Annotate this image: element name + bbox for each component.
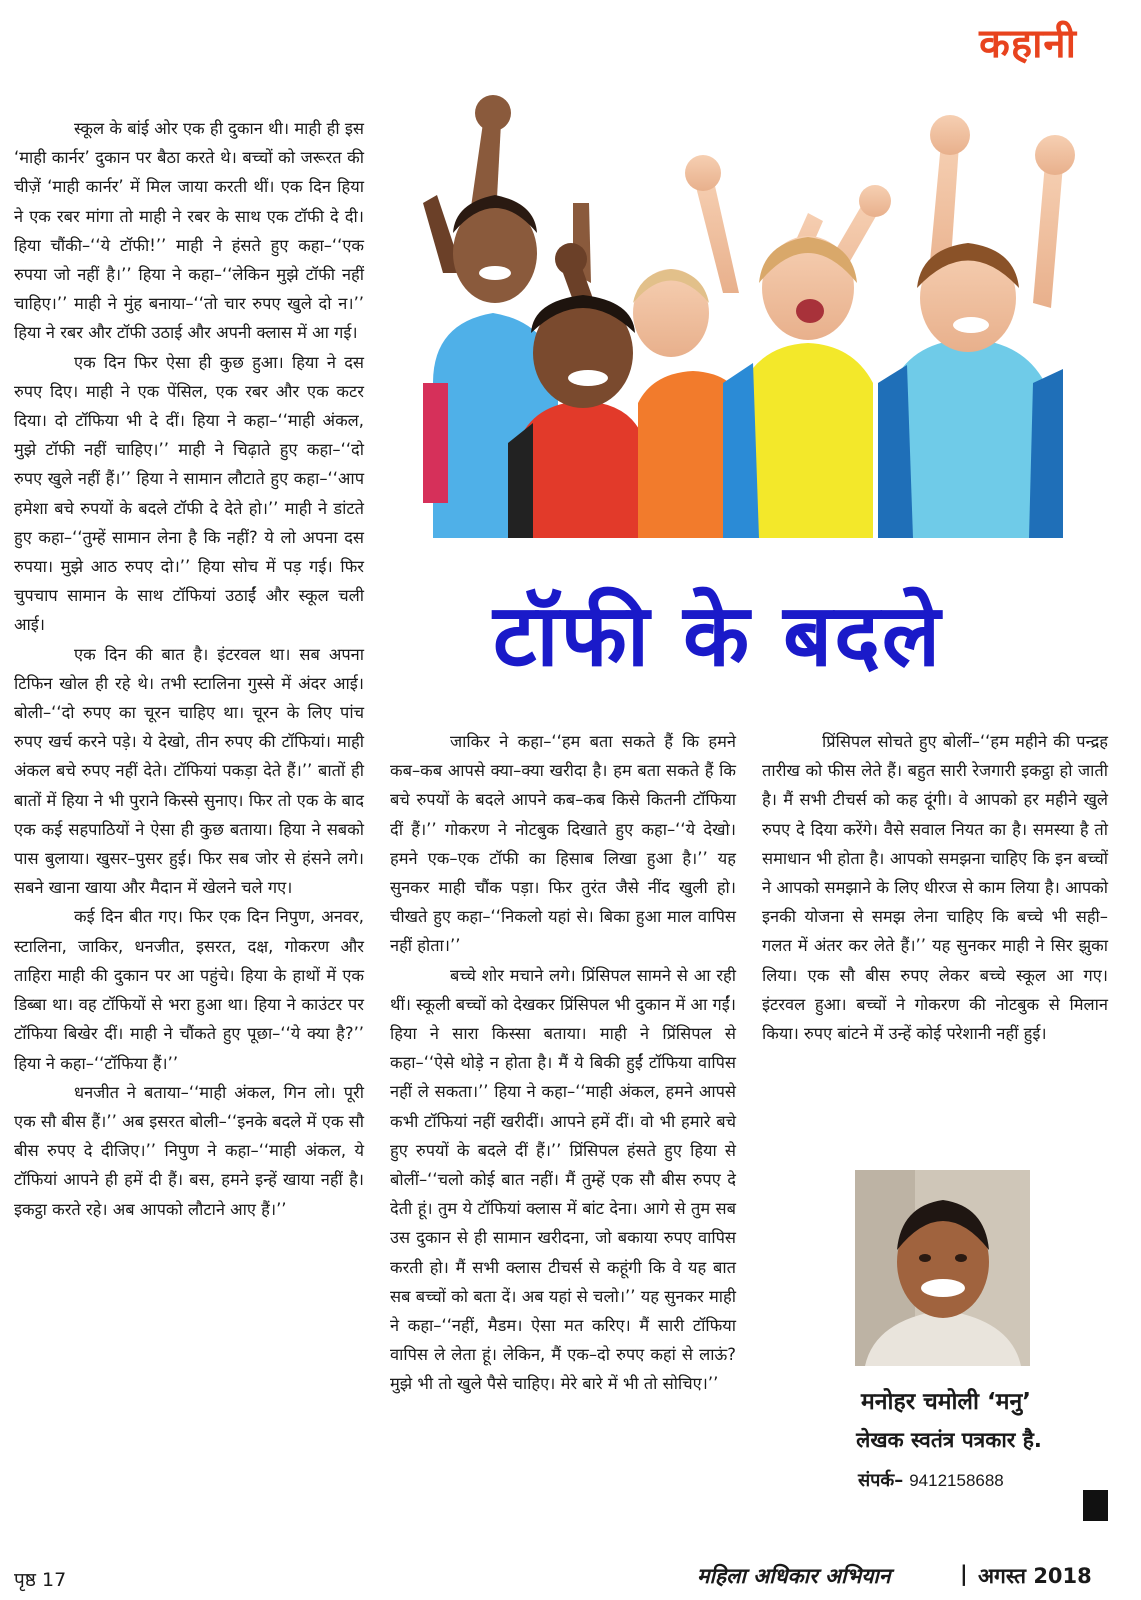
paragraph: एक दिन फिर ऐसा ही कुछ हुआ। हिया ने दस रुपए दिए। माही ने एक पेंसिल, एक रबर और एक कटर दिया। दो टॉफिया भी दे दीं। हिया ने कहा–‘‘माही अंकल, मुझे टॉफी नहीं चाहिए।’’ माही ने चिढ़ाते हुए कहा–‘‘दो रुपए खुले नहीं हैं।’’ हिया ने सामान लौटाते हुए कहा–‘‘आप हमेशा बचे रुपयों के बदले टॉफी दे देते हो।’’ माही ने डांटते हुए कहा–‘‘तुम्हें सामान लेना है कि नहीं? ये लो अपना दस रुपया। मुझे आठ रुपए दो।’’ हिया सोच में पड़ गई। फिर चुपचाप सामान के साथ टॉफियां उठाईं और स्कूल चली आई। [14, 352, 364, 635]
author-role: लेखक स्वतंत्र पत्रकार है. [856, 1428, 1042, 1452]
contact-number: 9412158688 [909, 1471, 1004, 1490]
paragraph: कई दिन बीत गए। फिर एक दिन निपुण, अनवर, स्टालिना, जाकिर, धनजीत, इसरत, दक्ष, गोकरण और ताहिरा माही की दुकान पर आ पहुंचे। हिया के हाथों में एक डिब्बा था। वह टॉफियों से भरा हुआ था। हिया ने काउंटर पर टॉफिया बिखेर दीं। माही ने चौंकते हुए पूछा–‘‘ये क्या है?’’ हिया ने कहा–‘‘टॉफिया हैं।’’ [14, 907, 364, 1073]
text-column-1 [14, 114, 364, 1224]
text-column-2 [390, 727, 736, 1399]
author-name: मनोहर चमोली ‘मनु’ [861, 1389, 1031, 1415]
children-photo [423, 83, 1102, 538]
section-label: कहानी [979, 21, 1077, 67]
paragraph: जाकिर ने कहा–‘‘हम बता सकते हैं कि हमने कब–कब आपसे क्या–क्या खरीदा है। हम बता सकते हैं कि बचे रुपयों के बदले आपने कब–कब किसे कितनी टॉफिया दीं हैं।’’ गोकरण ने नोटबुक दिखाते हुए कहा–‘‘ये देखो। हमने एक–एक टॉफी का हिसाब लिखा हुआ है।’’ यह सुनकर माही चौंक पड़ा। फिर तुरंत जैसे नींद खुली हो। चीखते हुए कहा–‘‘निकलो यहां से। बिका हुआ माल वापिस नहीं होता।’’ [390, 732, 736, 956]
paragraph: प्रिंसिपल सोचते हुए बोलीं–‘‘हम महीने की पन्द्रह तारीख को फीस लेते हैं। बहुत सारी रेजगारी इकट्ठा हो जाती है। मैं सभी टीचर्स को कह दूंगी। वे आपको हर महीने खुले रुपए दे दिया करेंगे। वैसे सवाल नियत का है। समस्या है तो समाधान भी होता है। आपको समझना चाहिए कि इन बच्चों ने आपको समझाने के लिए धीरज से काम लिया है। आपको इनकी योजना से समझ लेना चाहिए कि बच्चे भी सही–गलत में अंतर कर लेते हैं।’’ यह सुनकर माही ने सिर झुका लिया। एक सौ बीस रुपए लेकर बच्चे स्कूल आ गए। इंटरवल हुआ। बच्चों ने गोकरण की नोटबुक से मिलान किया। रुपए बांटने में उन्हें कोई परेशानी नहीं हुई। [762, 732, 1108, 1044]
paragraph: एक दिन की बात है। इंटरवल था। सब अपना टिफिन खोल ही रहे थे। तभी स्टालिना गुस्से में अंदर आई। बोली–‘‘दो रुपए का चूरन चाहिए था। चूरन के लिए पांच रुपए खर्च करने पड़े। ये देखो, तीन रुपए की टॉफियां। माही अंकल बचे रुपए नहीं देते। टॉफियां पकड़ा देते हैं।’’ बातों ही बातों में हिया ने भी पुराने किस्से सुनाए। फिर तो एक के बाद एक कई सहपाठियों ने ऐसा ही कुछ बताया। हिया ने सबको पास बुलाया। खुसर–पुसर हुई। फिर सब जोर से हंसने लगे। सबने खाना खाया और मैदान में खेलने चले गए। [14, 644, 364, 898]
children-illustration [423, 83, 1102, 538]
magazine-name: महिला अधिकार अभियान [697, 1564, 891, 1588]
author-portrait [855, 1170, 1030, 1366]
issue-date: अगस्त 2018 [978, 1564, 1092, 1588]
paragraph: बच्चे शोर मचाने लगे। प्रिंसिपल सामने से आ रही थीं। स्कूली बच्चों को देखकर प्रिंसिपल भी दुकान में आ गईं। हिया ने सारा किस्सा बताया। माही ने प्रिंसिपल से कहा–‘‘ऐसे थोड़े न होता है। मैं ये बिकी हुईं टॉफिया वापिस नहीं ले सकता।’’ हिया ने कहा–‘‘माही अंकल, हमने आपसे कभी टॉफियां नहीं खरीदीं। आपने हमें दीं। वो भी हमारे बचे हुए रुपयों के बदले दीं हैं।’’ प्रिंसिपल हंसते हुए हिया से बोलीं–‘‘चलो कोई बात नहीं। मैं तुम्हें एक सौ बीस रुपए दे देती हूं। तुम ये टॉफियां क्लास में बांट देना। आगे से तुम सब उस दुकान से ही सामान खरीदना, जो बकाया रुपए वापिस करती हो। मैं सभी क्लास टीचर्स से कहूंगी कि वे यह बात सब बच्चों को बता दें। अब यहां से चलो।’’ यह सुनकर माही ने कहा–‘‘नहीं, मैडम। ऐसा मत करिए। मैं सारी टॉफिया वापिस ले लेता हूं। लेकिन, मैं एक–दो रुपए कहां से लाऊं? मुझे भी तो खुले पैसे चाहिए। मेरे बारे में भी तो सोचिए।’’ [390, 965, 736, 1394]
contact-label: संपर्क– [858, 1470, 904, 1491]
page-number: पृष्ठ 17 [14, 1569, 67, 1591]
footer-separator: | [960, 1562, 968, 1586]
paragraph: धनजीत ने बताया–‘‘माही अंकल, गिन लो। पूरी एक सौ बीस हैं।’’ अब इसरत बोली–‘‘इनके बदले में एक सौ बीस रुपए दे दीजिए।’’ निपुण ने कहा–‘‘माही अंकल, ये टॉफियां आपने ही हमें दी हैं। बस, हमने इन्हें खाया नहीं है। इकट्ठा करते रहे। अब आपको लौटाने आए हैं।’’ [14, 1082, 364, 1219]
text-column-3 [762, 727, 1108, 1048]
story-title: टॉफी के बदले [493, 586, 943, 686]
paragraph: स्कूल के बांई ओर एक ही दुकान थी। माही ही इस ‘माही कार्नर’ दुकान पर बैठा करते थे। बच्चों को जरूरत की चीज़ें ‘माही कार्नर’ में मिल जाया करती थीं। एक दिन हिया ने एक रबर मांगा तो माही ने रबर के साथ एक टॉफी दे दी। हिया चौंकी–‘‘ये टॉफी!’’ माही ने हंसते हुए कहा–‘‘एक रुपया जो नहीं है।’’ हिया ने कहा–‘‘लेकिन मुझे टॉफी नहीं चाहिए।’’ माही ने मुंह बनाया–‘‘तो चार रुपए खुले दो न।’’ हिया ने रबर और टॉफी उठाई और अपनी क्लास में आ गई। [14, 119, 364, 343]
author-photo [855, 1170, 1030, 1366]
end-mark [1083, 1490, 1108, 1521]
author-contact [858, 1468, 1004, 1492]
